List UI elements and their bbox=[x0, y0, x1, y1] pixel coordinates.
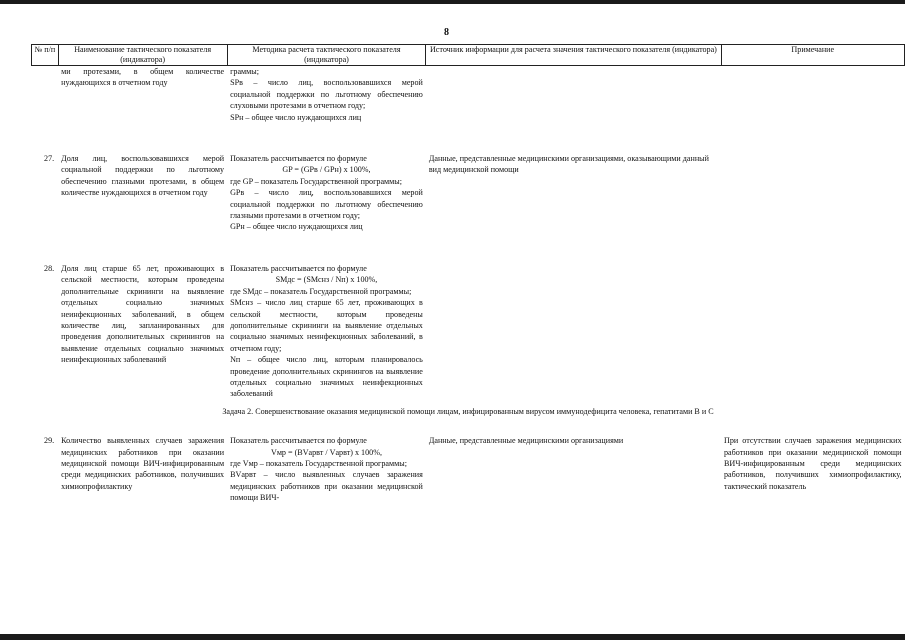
table-row bbox=[32, 435, 905, 503]
method-line: BVарвт – число выявленных случаев заражения медицинских работников при оказании медицинской помощи ВИЧ- bbox=[230, 470, 423, 503]
method-line: Показатель рассчитывается по формуле bbox=[230, 436, 367, 446]
formula: SMдс = (SMснз / Nп) x 100%, bbox=[275, 275, 378, 285]
header-note: Примечание bbox=[721, 45, 905, 66]
task-heading: Задача 2. Совершенствование оказания медицинской помощи лицам, инфицированным вирусом иммунодефицита человека, гепатитами B и C bbox=[222, 406, 714, 416]
table-row bbox=[32, 153, 905, 233]
row-number-cell: 28. bbox=[44, 263, 55, 273]
method-line: где SMдс – показатель Государственной программы; bbox=[230, 286, 412, 296]
method-line: SPв – число лиц, воспользовавшихся мерой социальной поддержки по льготному обеспечению слуховыми протезами в отчетном году; bbox=[230, 78, 423, 111]
note-cell bbox=[721, 66, 905, 124]
method-line: SPн – общее число нуждающихся лиц bbox=[230, 112, 362, 122]
source-cell bbox=[426, 66, 721, 124]
method-line: Показатель рассчитывается по формуле bbox=[230, 154, 367, 164]
method-line: граммы; bbox=[230, 67, 259, 76]
page-number: 8 bbox=[444, 27, 449, 38]
method-line: Nп – общее число лиц, которым планировалось проведение дополнительных скринингов на выявление отдельных социально значимых неинфекционных заболеваний bbox=[230, 355, 423, 399]
method-line: GPв – число лиц, воспользовавшихся мерой социальной поддержки по льготному обеспечению глазными протезами в отчетном году; bbox=[230, 188, 423, 221]
method-cell bbox=[227, 435, 426, 503]
method-cell bbox=[227, 263, 426, 400]
indicator-name-cell: Количество выявленных случаев заражения медицинских работников при оказании медицинской помощи ВИЧ-инфицированным среди медицинских работников, получивших химиопрофилактику bbox=[61, 436, 225, 491]
row-spacer bbox=[32, 123, 905, 153]
top-border-bar bbox=[0, 0, 905, 4]
header-source: Источник информации для расчета значения тактического показателя (индикатора) bbox=[426, 45, 721, 66]
row-number-cell: 29. bbox=[44, 436, 55, 446]
method-line: Показатель рассчитывается по формуле bbox=[230, 263, 367, 273]
bottom-border-bar bbox=[0, 634, 905, 640]
indicator-table bbox=[31, 44, 905, 504]
row-spacer bbox=[32, 423, 905, 435]
note-cell: При отсутствии случаев заражения медицинских работников при оказании медицинской помощи ВИЧ-инфицированным среди медицинских работников, получивших химиопрофилактику, тактический показатель bbox=[724, 436, 902, 491]
indicator-name-cell: ми протезами, в общем количестве нуждающихся в отчетном году bbox=[61, 67, 225, 88]
row-spacer bbox=[32, 233, 905, 263]
method-line: SMснз – число лиц старше 65 лет, проживающих в сельской местности, которым проведены дополнительные скрининги на выявление отдельных социально значимых неинфекционных заболеваний, в отчетном году; bbox=[230, 298, 423, 353]
source-cell bbox=[426, 263, 721, 400]
source-cell: Данные, представленные медицинскими организациями bbox=[428, 436, 624, 446]
method-cell bbox=[227, 66, 426, 124]
header-number: № п/п bbox=[32, 45, 59, 66]
header-indicator-name: Наименование тактического показателя (индикатора) bbox=[58, 45, 227, 66]
formula: GP = (GPв / GPн) x 100%, bbox=[282, 165, 371, 175]
table-header-row bbox=[32, 45, 905, 66]
method-line: GPн – общее число нуждающихся лиц bbox=[230, 222, 363, 232]
row-number-cell bbox=[32, 66, 59, 124]
row-number-cell: 27. bbox=[44, 154, 55, 164]
method-line: где GP – показатель Государственной программы; bbox=[230, 176, 402, 186]
indicator-name-cell: Доля лиц, воспользовавшихся мерой социальной поддержки по льготному обеспечению глазными протезами, в общем количестве нуждающихся в отчетном году bbox=[61, 154, 225, 198]
source-cell: Данные, представленные медицинскими организациями, оказывающими данный вид медицинской помощи bbox=[428, 154, 709, 175]
note-cell bbox=[721, 263, 905, 400]
indicator-name-cell: Доля лиц старше 65 лет, проживающих в сельской местности, которым проведены дополнительные скрининги на выявление отдельных социально значимых неинфекционных заболеваний, в общем количестве лиц, запланированных для проведения дополнительных скринингов на выявление отдельных социально значимых неинфекционных заболеваний bbox=[61, 263, 225, 365]
formula: Vмр = (BVарвт / Vарвт) x 100%, bbox=[270, 447, 382, 457]
note-cell bbox=[721, 153, 905, 233]
table-row bbox=[32, 263, 905, 400]
method-cell bbox=[227, 153, 426, 233]
task-row bbox=[32, 400, 905, 423]
table-row bbox=[32, 66, 905, 124]
header-method: Методика расчета тактического показателя (индикатора) bbox=[227, 45, 426, 66]
method-line: где Vмр – показатель Государственной программы; bbox=[230, 458, 407, 468]
